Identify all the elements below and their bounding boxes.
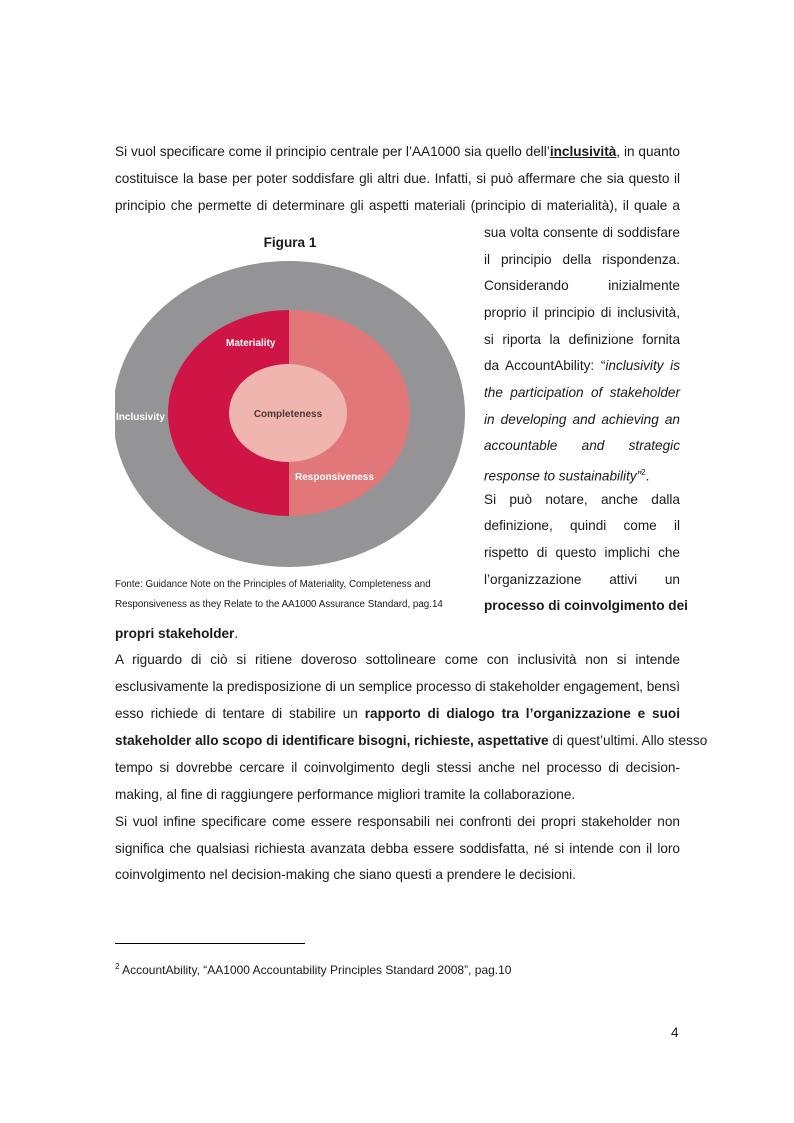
- wrap-line4: proprio il principio di inclusività,: [484, 305, 680, 320]
- page-number: 4: [671, 1025, 679, 1040]
- figure-title: Figura 1: [263, 235, 317, 250]
- paragraph1-line2: costituisce la base per poter soddisfare gli altri due. Infatti, si può affermare che sia questo il: [115, 171, 680, 186]
- wrap-line13: rispetto di questo implichi che: [484, 545, 680, 560]
- inclusivity-label: Inclusivity: [116, 412, 165, 423]
- after-wrap-line: propri stakeholder.: [115, 626, 239, 641]
- wrap-line8: in developing and achieving an: [484, 412, 680, 427]
- responsiveness-label: Responsiveness: [295, 472, 374, 483]
- footnote: $^2$ AccountAbility, “AA1000 Accountability Principles Standard 2008”, pag.10: [115, 962, 512, 977]
- paragraph2-line1: A riguardo di ciò si ritiene doveroso sottolineare come con inclusività non si intende: [115, 652, 680, 667]
- wrap-line3: Considerando inizialmente: [484, 278, 680, 293]
- paragraph2-line6: making, al fine di raggiungere performance migliori tramite la collaborazione.: [115, 787, 576, 802]
- wrap-line10: response to sustainability”$^2$.: [484, 468, 650, 484]
- paragraph2-line3: esso richiede di tentare di stabilire un rapporto di dialogo tra l’organizzazione e suoi: [115, 706, 681, 721]
- figure-caption-line2: Responsiveness as they Relate to the AA1000 Assurance Standard, pag.14: [115, 599, 443, 610]
- inclusivita-emphasis: inclusività: [549, 144, 617, 159]
- materiality-label: Materiality: [226, 338, 276, 349]
- wrap-line9: accountable and strategic: [484, 438, 680, 453]
- paragraph3-line3: coinvolgimento nel decision-making che siano questi a prendere le decisioni.: [115, 867, 576, 882]
- figure-caption-line1: Fonte: Guidance Note on the Principles of Materiality, Completeness and: [115, 579, 431, 590]
- wrap-line1: sua volta consente di soddisfare: [484, 225, 680, 240]
- wrap-line12: definizione, quindi come il: [484, 518, 680, 533]
- wrap-line15: processo di coinvolgimento dei: [484, 598, 688, 613]
- paragraph1-line1: Si vuol specificare come il principio centrale per l’AA1000 sia quello dell’inclusività, in quanto: [115, 144, 680, 159]
- paragraph2-line5: tempo si dovrebbe cercare il coinvolgimento degli stessi anche nel processo di decision-: [115, 760, 680, 775]
- completeness-label: Completeness: [253, 409, 323, 420]
- wrap-line11: Si può notare, anche dalla: [484, 492, 680, 507]
- paragraph3-line1: Si vuol infine specificare come essere responsabili nei confronti dei propri stakeholder non: [115, 814, 680, 829]
- paragraph2-line4: stakeholder allo scopo di identificare bisogni, richieste, aspettative di quest’ultimi. Allo stesso: [115, 733, 708, 748]
- wrap-line14: l’organizzazione attivi un: [484, 572, 680, 587]
- paragraph1-line3: principio che permette di determinare gli aspetti materiali (principio di materialità), il quale a: [115, 198, 680, 213]
- wrap-line2: il principio della rispondenza.: [484, 252, 680, 267]
- wrap-line5: si riporta la definizione fornita: [484, 332, 680, 347]
- wrap-line7: the participation of stakeholder: [484, 385, 680, 400]
- paragraph3-line2: significa che qualsiasi richiesta avanzata debba essere soddisfatta, né si intende con il loro: [115, 841, 680, 856]
- principles-diagram: [115, 258, 467, 578]
- wrap-line6: da AccountAbility: “inclusivity is: [484, 358, 680, 373]
- paragraph2-line2: esclusivamente la predisposizione di un semplice processo di stakeholder engagement, bensì: [115, 679, 680, 694]
- footnote-divider: [115, 943, 305, 944]
- footnote-ref: 2: [641, 468, 646, 477]
